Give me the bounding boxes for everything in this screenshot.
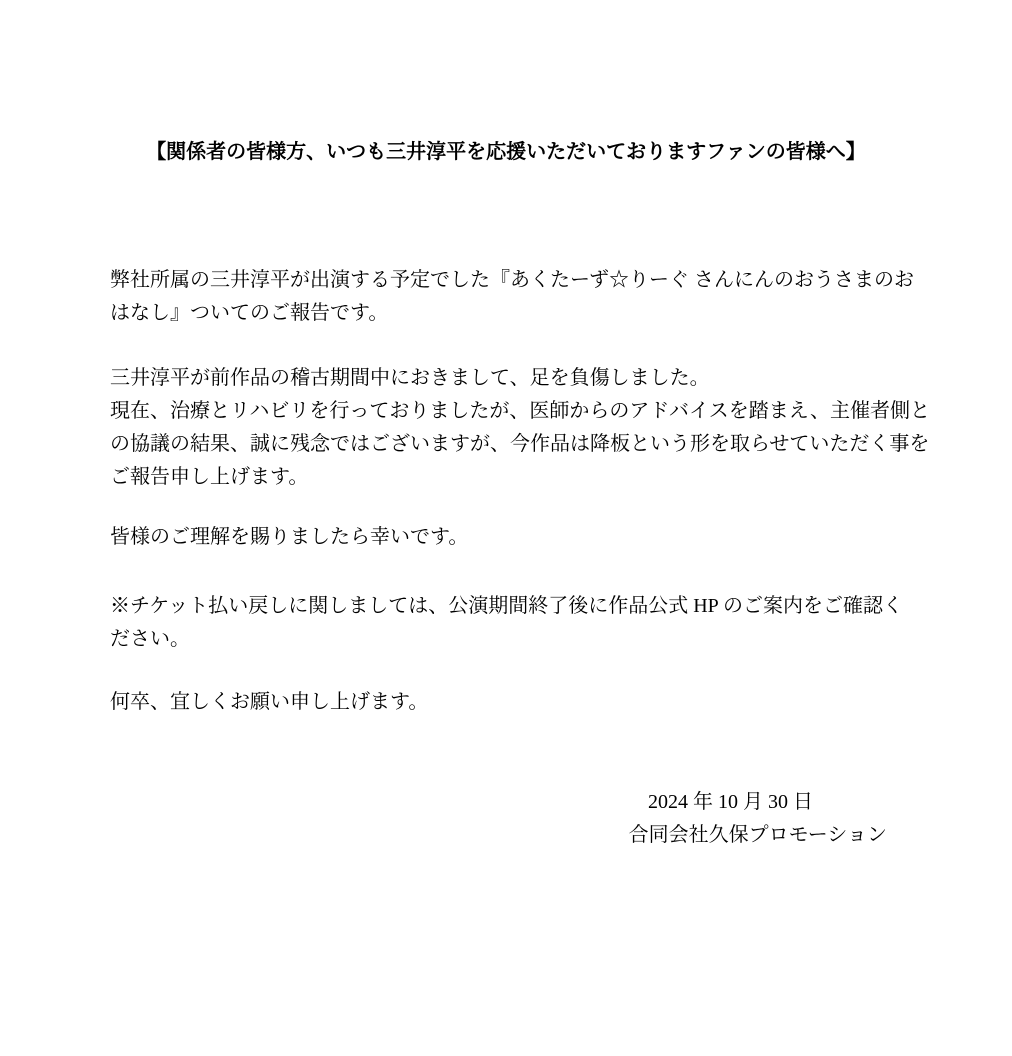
paragraph-line: 何卒、宜しくお願い申し上げます。 — [110, 691, 429, 713]
paragraph-understanding — [110, 521, 910, 554]
signature-block — [0, 786, 1012, 852]
paragraph-line: 三井淳平が前作品の稽古期間中におきまして、足を負傷しました。 — [110, 367, 710, 389]
paragraph-line: 弊社所属の三井淳平が出演する予定でした『あくたーず☆りーぐ さんにんのおうさまのお — [110, 269, 914, 291]
paragraph-line: ご報告申し上げます。 — [110, 466, 309, 488]
paragraph-ticket-refund — [110, 590, 910, 656]
paragraph-line: 現在、治療とリハビリを行っておりましたが、医師からのアドバイスを踏まえ、主催者側と — [110, 400, 930, 422]
signature-date: 2024 年 10 月 30 日 — [648, 791, 813, 813]
signature-company: 合同会社久保プロモーション — [628, 824, 887, 846]
paragraph-line: 皆様のご理解を賜りましたら幸いです。 — [110, 526, 469, 548]
paragraph-line: ださい。 — [110, 628, 190, 650]
paragraph-intro — [110, 264, 914, 330]
paragraph-injury-report — [110, 362, 930, 494]
document-title: 【関係者の皆様方、いつも三井淳平を応援いただいておりますファンの皆様へ】 — [146, 141, 866, 163]
paragraph-line: ※チケット払い戻しに関しましては、公演期間終了後に作品公式 HP のご案内をご確認く — [110, 595, 904, 617]
paragraph-closing — [110, 686, 910, 719]
paragraph-line: の協議の結果、誠に残念ではございますが、今作品は降板という形を取らせていただく事を — [110, 433, 930, 455]
paragraph-line: はなし』ついてのご報告です。 — [110, 302, 389, 324]
